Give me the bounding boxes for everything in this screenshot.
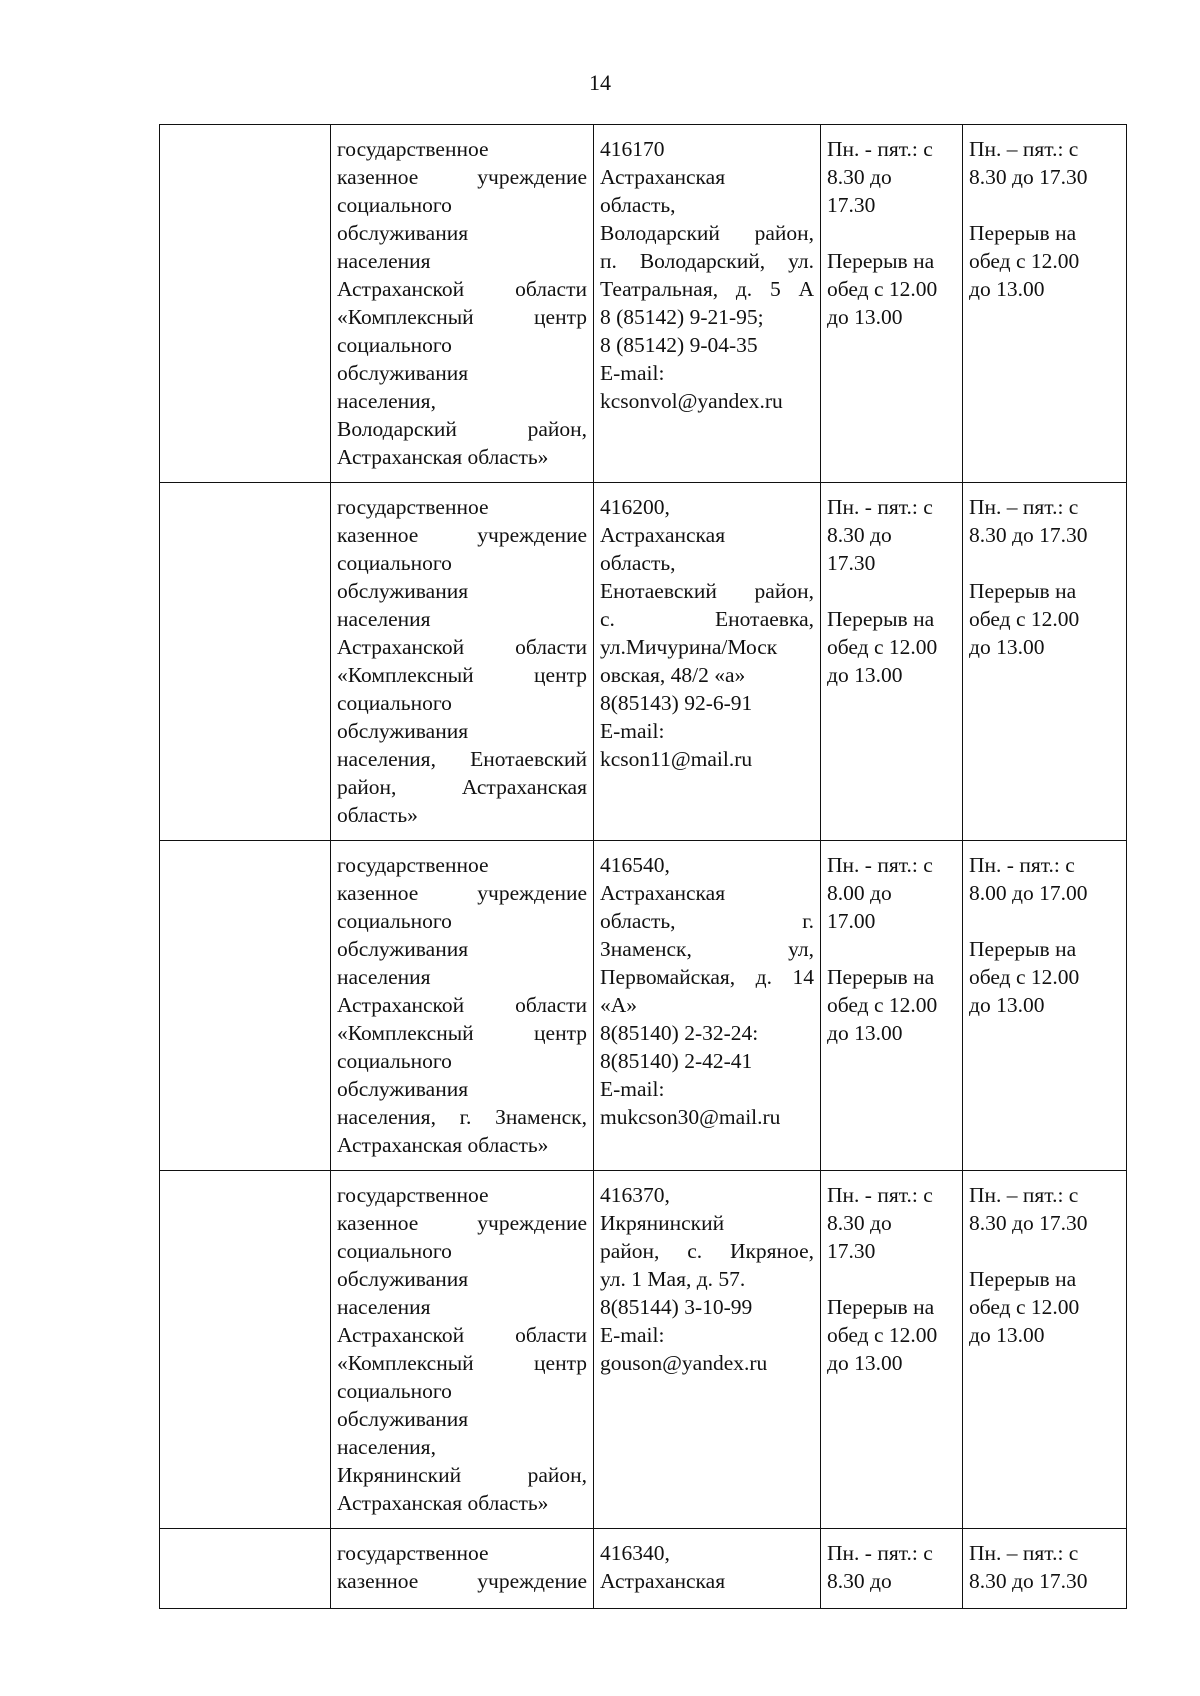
hours-cell-a <box>821 125 963 483</box>
org-line: социального <box>337 909 452 933</box>
org-line: казенное учреждение <box>337 165 587 189</box>
hours-b-line: 8.30 до 17.30 <box>969 165 1088 189</box>
table-row <box>160 841 1127 1171</box>
hours-b-line: Пн. – пят.: с <box>969 137 1079 161</box>
address-line: 416170 <box>600 137 665 161</box>
hours-a-line: обед с 12.00 <box>827 993 938 1017</box>
address-line: E-mail: <box>600 1077 665 1101</box>
org-line: казенное учреждение <box>337 1569 587 1593</box>
organization-cell <box>331 1171 594 1529</box>
hours-a-line: Перерыв на <box>827 1295 935 1319</box>
address-line: 8(85140) 2-32-24: <box>600 1021 759 1045</box>
org-line: район, Астраханская <box>337 775 587 799</box>
org-line: населения <box>337 1295 431 1319</box>
hours-a-line: 17.30 <box>827 1239 876 1263</box>
hours-cell-a <box>821 841 963 1171</box>
hours-b-line: Перерыв на <box>969 937 1077 961</box>
org-line: государственное <box>337 137 489 161</box>
org-line: социального <box>337 193 452 217</box>
org-line: обслуживания <box>337 937 469 961</box>
org-line: социального <box>337 1049 452 1073</box>
table-row <box>160 125 1127 483</box>
org-line: Астраханская область» <box>337 445 549 469</box>
address-line: ул.Мичурина/Моск <box>600 635 778 659</box>
org-line: «Комплексный центр <box>337 1021 587 1045</box>
table-cell-empty <box>160 841 331 1171</box>
org-line: обслуживания <box>337 361 469 385</box>
hours-a-line: Пн. - пят.: с <box>827 853 933 877</box>
hours-a-line: до 13.00 <box>827 663 903 687</box>
organization-cell <box>331 125 594 483</box>
table-cell-empty <box>160 1171 331 1529</box>
hours-cell-a <box>821 1171 963 1529</box>
address-line: Икрянинский <box>600 1211 725 1235</box>
hours-a-line: обед с 12.00 <box>827 277 938 301</box>
hours-cell-b <box>963 1171 1127 1529</box>
hours-b-line: Перерыв на <box>969 1267 1077 1291</box>
address-line: 416540, <box>600 853 670 877</box>
org-line: социального <box>337 1379 452 1403</box>
org-line: государственное <box>337 495 489 519</box>
address-line: Знаменск, ул, <box>600 937 814 961</box>
hours-b-line: обед с 12.00 <box>969 1295 1080 1319</box>
org-line: «Комплексный центр <box>337 305 587 329</box>
address-cell <box>594 125 821 483</box>
address-line: Астраханская <box>600 1569 726 1593</box>
org-line: «Комплексный центр <box>337 1351 587 1375</box>
address-line: mukcson30@mail.ru <box>600 1105 781 1129</box>
hours-b-line: Перерыв на <box>969 221 1077 245</box>
org-line: Астраханской области <box>337 993 587 1017</box>
hours-a-line: Перерыв на <box>827 607 935 631</box>
address-cell <box>594 1171 821 1529</box>
table-cell-empty <box>160 1529 331 1609</box>
org-line: населения, г. Знаменск, <box>337 1105 587 1129</box>
hours-cell-b <box>963 841 1127 1171</box>
address-line: E-mail: <box>600 361 665 385</box>
hours-a-line: Пн. - пят.: с <box>827 495 933 519</box>
hours-a-line: Пн. - пят.: с <box>827 1183 933 1207</box>
hours-cell-a <box>821 483 963 841</box>
hours-b-line: 8.30 до 17.30 <box>969 1211 1088 1235</box>
org-line: населения, <box>337 389 436 413</box>
hours-a-line <box>827 577 956 605</box>
address-cell <box>594 483 821 841</box>
org-line: обслуживания <box>337 1077 469 1101</box>
hours-b-line: 8.30 до 17.30 <box>969 523 1088 547</box>
org-line: населения, Енотаевский <box>337 747 587 771</box>
hours-a-line: до 13.00 <box>827 1021 903 1045</box>
table-cell-empty <box>160 483 331 841</box>
org-line: населения <box>337 607 431 631</box>
address-line: Астраханская <box>600 881 726 905</box>
hours-b-line <box>969 1237 1120 1265</box>
address-line: п. Володарский, ул. <box>600 249 814 273</box>
address-line: «А» <box>600 993 638 1017</box>
hours-b-line: обед с 12.00 <box>969 607 1080 631</box>
org-line: населения <box>337 965 431 989</box>
hours-b-line: Пн. – пят.: с <box>969 1541 1079 1565</box>
org-line: Астраханской области <box>337 277 587 301</box>
address-line: 416370, <box>600 1183 670 1207</box>
org-line: государственное <box>337 853 489 877</box>
org-line: казенное учреждение <box>337 523 587 547</box>
hours-a-line: 17.00 <box>827 909 876 933</box>
address-line: 8 (85142) 9-04-35 <box>600 333 758 357</box>
address-line: Астраханская <box>600 165 726 189</box>
org-line: социального <box>337 551 452 575</box>
hours-a-line: Перерыв на <box>827 965 935 989</box>
hours-b-line: до 13.00 <box>969 635 1045 659</box>
address-line: Театральная, д. 5 А <box>600 277 814 301</box>
address-line: область, <box>600 551 676 575</box>
org-line: Икрянинский район, <box>337 1463 587 1487</box>
address-line: 8(85144) 3-10-99 <box>600 1295 753 1319</box>
address-line: kcsonvol@yandex.ru <box>600 389 783 413</box>
org-line: обслуживания <box>337 1407 469 1431</box>
hours-a-line: 8.30 до <box>827 1211 892 1235</box>
hours-a-line: Перерыв на <box>827 249 935 273</box>
hours-b-line: 8.30 до 17.30 <box>969 1569 1088 1593</box>
address-line: 416200, <box>600 495 670 519</box>
address-line: gouson@yandex.ru <box>600 1351 768 1375</box>
address-line: Енотаевский район, <box>600 579 814 603</box>
address-line: E-mail: <box>600 1323 665 1347</box>
hours-a-line: 17.30 <box>827 193 876 217</box>
address-cell <box>594 1529 821 1609</box>
hours-b-line: обед с 12.00 <box>969 249 1080 273</box>
table-row <box>160 1529 1127 1609</box>
hours-a-line: Пн. - пят.: с <box>827 1541 933 1565</box>
address-line: Первомайская, д. 14 <box>600 965 814 989</box>
hours-a-line: 17.30 <box>827 551 876 575</box>
table-row <box>160 483 1127 841</box>
hours-cell-a <box>821 1529 963 1609</box>
address-line: с. Енотаевка, <box>600 607 814 631</box>
hours-b-line: обед с 12.00 <box>969 965 1080 989</box>
org-line: Астраханская область» <box>337 1491 549 1515</box>
organization-cell <box>331 1529 594 1609</box>
address-cell <box>594 841 821 1171</box>
hours-b-line: Пн. - пят.: с <box>969 853 1075 877</box>
hours-a-line: 8.30 до <box>827 523 892 547</box>
org-line: обслуживания <box>337 1267 469 1291</box>
org-line: обслуживания <box>337 719 469 743</box>
address-line: E-mail: <box>600 719 665 743</box>
org-line: казенное учреждение <box>337 1211 587 1235</box>
hours-a-line: 8.30 до <box>827 1569 892 1593</box>
hours-a-line: до 13.00 <box>827 305 903 329</box>
address-line: Астраханская <box>600 523 726 547</box>
table-row <box>160 1171 1127 1529</box>
org-line: населения <box>337 249 431 273</box>
address-line: район, с. Икряное, <box>600 1239 814 1263</box>
org-line: казенное учреждение <box>337 881 587 905</box>
services-table <box>159 124 1127 1609</box>
org-line: социального <box>337 691 452 715</box>
hours-a-line: обед с 12.00 <box>827 1323 938 1347</box>
org-line: обслуживания <box>337 579 469 603</box>
organization-cell <box>331 483 594 841</box>
address-line: 8(85143) 92-6-91 <box>600 691 753 715</box>
address-line: область, г. <box>600 909 814 933</box>
hours-b-line: до 13.00 <box>969 277 1045 301</box>
address-line: область, <box>600 193 676 217</box>
hours-a-line <box>827 1265 956 1293</box>
hours-b-line: 8.00 до 17.00 <box>969 881 1088 905</box>
page-number: 14 <box>589 70 611 95</box>
hours-a-line <box>827 219 956 247</box>
org-line: «Комплексный центр <box>337 663 587 687</box>
org-line: государственное <box>337 1183 489 1207</box>
org-line: обслуживания <box>337 221 469 245</box>
address-line: 8(85140) 2-42-41 <box>600 1049 753 1073</box>
address-line: kcson11@mail.ru <box>600 747 753 771</box>
org-line: область» <box>337 803 418 827</box>
org-line: Астраханской области <box>337 1323 587 1347</box>
address-line: овская, 48/2 «а» <box>600 663 746 687</box>
org-line: населения, <box>337 1435 436 1459</box>
hours-b-line: до 13.00 <box>969 1323 1045 1347</box>
hours-a-line: 8.00 до <box>827 881 892 905</box>
org-line: социального <box>337 333 452 357</box>
address-line: 8 (85142) 9-21-95; <box>600 305 764 329</box>
hours-a-line: Пн. - пят.: с <box>827 137 933 161</box>
hours-b-line <box>969 549 1120 577</box>
org-line: Астраханская область» <box>337 1133 549 1157</box>
hours-a-line <box>827 935 956 963</box>
org-line: Астраханской области <box>337 635 587 659</box>
hours-cell-b <box>963 125 1127 483</box>
hours-b-line: Пн. – пят.: с <box>969 495 1079 519</box>
address-line: Володарский район, <box>600 221 814 245</box>
hours-cell-b <box>963 1529 1127 1609</box>
hours-b-line <box>969 907 1120 935</box>
address-line: 416340, <box>600 1541 670 1565</box>
hours-a-line: до 13.00 <box>827 1351 903 1375</box>
hours-cell-b <box>963 483 1127 841</box>
org-line: государственное <box>337 1541 489 1565</box>
hours-b-line: Пн. – пят.: с <box>969 1183 1079 1207</box>
org-line: Володарский район, <box>337 417 587 441</box>
address-line: ул. 1 Мая, д. 57. <box>600 1267 746 1291</box>
hours-b-line: до 13.00 <box>969 993 1045 1017</box>
hours-a-line: 8.30 до <box>827 165 892 189</box>
org-line: социального <box>337 1239 452 1263</box>
organization-cell <box>331 841 594 1171</box>
hours-b-line <box>969 191 1120 219</box>
hours-b-line: Перерыв на <box>969 579 1077 603</box>
table-cell-empty <box>160 125 331 483</box>
hours-a-line: обед с 12.00 <box>827 635 938 659</box>
